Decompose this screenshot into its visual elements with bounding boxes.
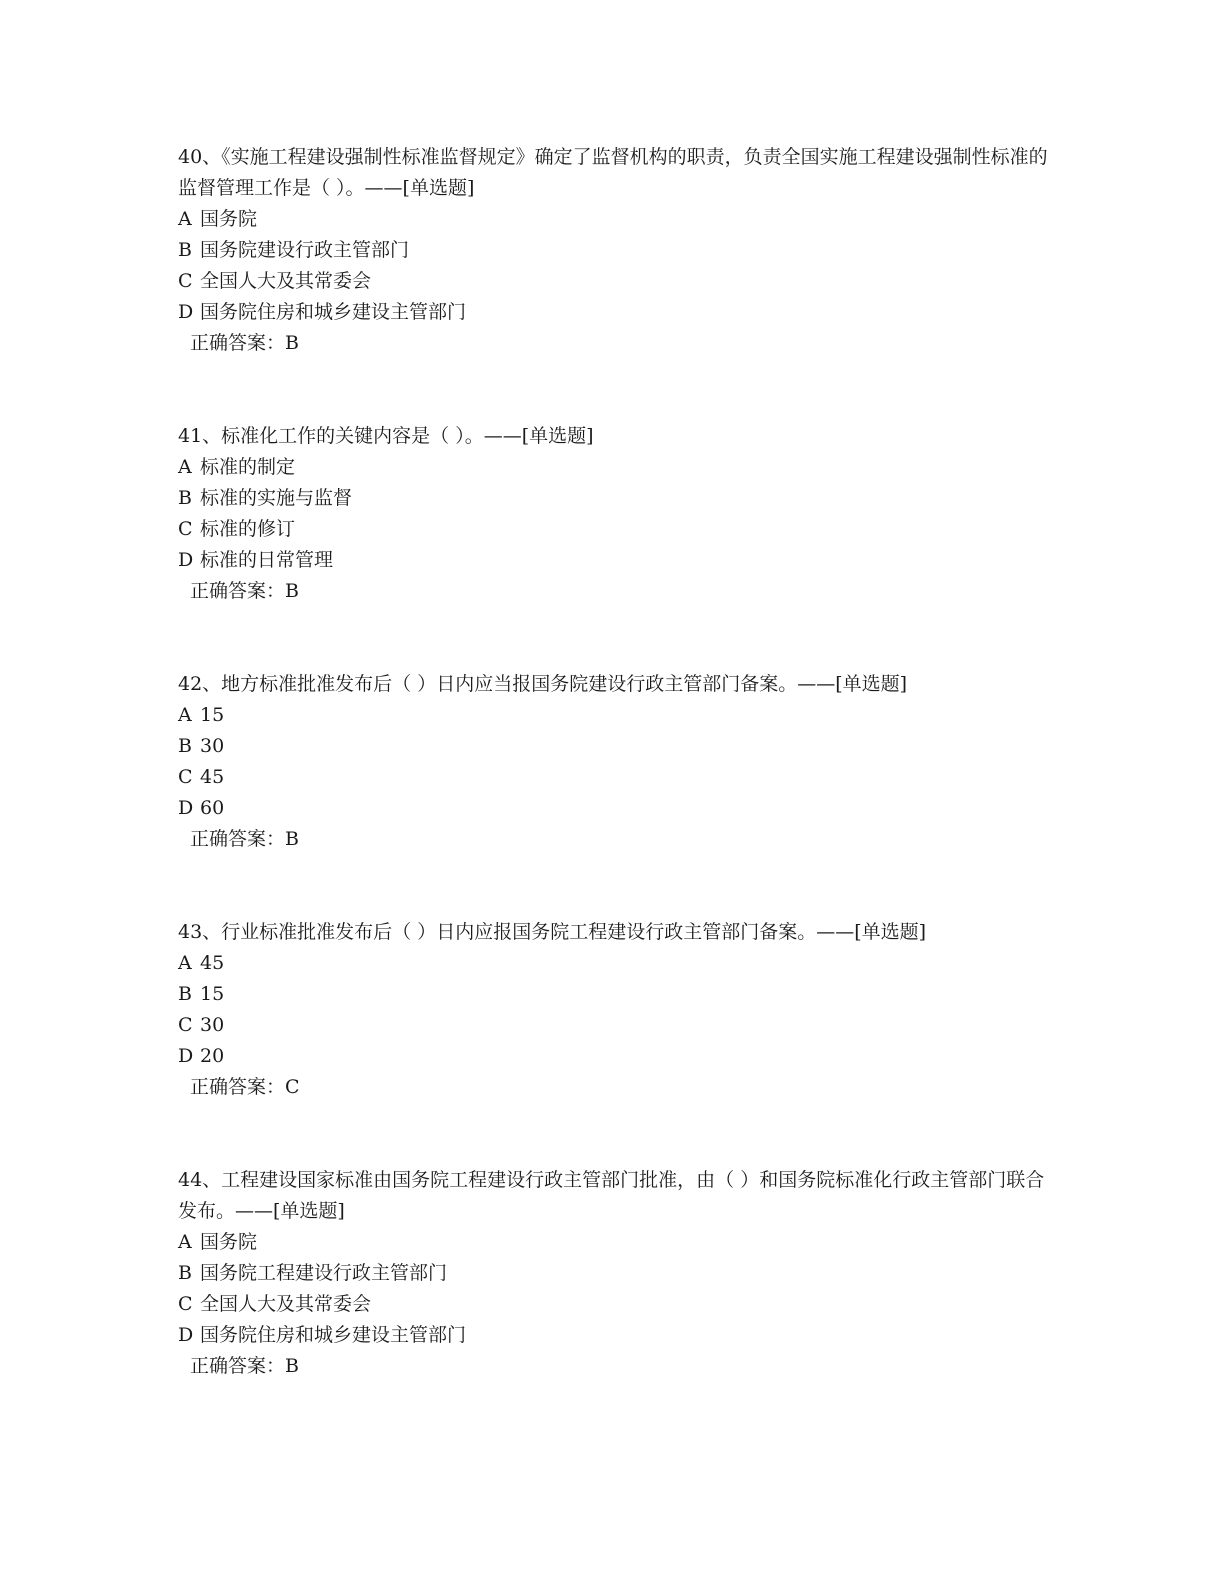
- question-40: [178, 142, 1048, 359]
- option-text: 60: [200, 797, 225, 819]
- option-d: [178, 545, 1048, 576]
- option-text: 国务院: [200, 1231, 258, 1253]
- option-letter: A: [178, 952, 192, 974]
- option-letter: B: [178, 735, 192, 757]
- question-stem: 44、工程建设国家标准由国务院工程建设行政主管部门批准，由（ ）和国务院标准化行政主管部门联合发布。——[单选题]: [178, 1169, 1045, 1222]
- question-stem: 42、地方标准批准发布后（ ）日内应当报国务院建设行政主管部门备案。——[单选题]: [178, 673, 908, 695]
- option-c: [178, 762, 1048, 793]
- option-letter: B: [178, 487, 192, 509]
- question-stem: 40、《实施工程建设强制性标准监督规定》确定了监督机构的职责，负责全国实施工程建设强制性标准的监督管理工作是（ ）。——[单选题]: [178, 146, 1048, 199]
- option-letter: C: [178, 766, 193, 788]
- option-text: 45: [200, 952, 225, 974]
- option-letter: D: [178, 1324, 194, 1346]
- option-a: [178, 1227, 1048, 1258]
- option-text: 45: [200, 766, 225, 788]
- option-letter: A: [178, 456, 192, 478]
- option-b: [178, 235, 1048, 266]
- option-c: [178, 266, 1048, 297]
- option-b: [178, 483, 1048, 514]
- option-c: [178, 1289, 1048, 1320]
- option-letter: B: [178, 239, 192, 261]
- option-d: [178, 793, 1048, 824]
- option-letter: A: [178, 208, 192, 230]
- option-text: 国务院: [200, 208, 258, 230]
- option-b: [178, 731, 1048, 762]
- option-text: 国务院住房和城乡建设主管部门: [200, 1324, 467, 1346]
- option-text: 15: [200, 983, 225, 1005]
- question-stem: 43、行业标准批准发布后（ ）日内应报国务院工程建设行政主管部门备案。——[单选题]: [178, 921, 927, 943]
- option-d: [178, 1041, 1048, 1072]
- option-letter: C: [178, 1014, 193, 1036]
- question-41: [178, 421, 1048, 607]
- option-letter: D: [178, 797, 194, 819]
- option-text: 标准的制定: [200, 456, 296, 478]
- option-text: 全国人大及其常委会: [200, 1293, 372, 1315]
- question-44: [178, 1165, 1048, 1382]
- option-letter: C: [178, 270, 193, 292]
- option-letter: B: [178, 1262, 192, 1284]
- option-text: 30: [200, 1014, 225, 1036]
- option-text: 国务院建设行政主管部门: [200, 239, 410, 261]
- correct-answer: 正确答案：B: [190, 580, 299, 602]
- option-a: [178, 948, 1048, 979]
- option-text: 标准的修订: [200, 518, 296, 540]
- correct-answer: 正确答案：B: [190, 828, 299, 850]
- option-letter: D: [178, 1045, 194, 1067]
- correct-answer: 正确答案：B: [190, 332, 299, 354]
- option-letter: C: [178, 1293, 193, 1315]
- option-d: [178, 1320, 1048, 1351]
- option-letter: A: [178, 1231, 192, 1253]
- option-b: [178, 979, 1048, 1010]
- option-letter: D: [178, 549, 194, 571]
- option-text: 标准的日常管理: [200, 549, 334, 571]
- option-text: 标准的实施与监督: [200, 487, 353, 509]
- option-letter: A: [178, 704, 192, 726]
- option-a: [178, 700, 1048, 731]
- option-letter: D: [178, 301, 194, 323]
- option-c: [178, 1010, 1048, 1041]
- option-letter: B: [178, 983, 192, 1005]
- option-a: [178, 452, 1048, 483]
- option-a: [178, 204, 1048, 235]
- option-text: 15: [200, 704, 225, 726]
- correct-answer: 正确答案：B: [190, 1355, 299, 1377]
- option-text: 30: [200, 735, 225, 757]
- document-page: [178, 142, 1048, 1382]
- question-stem: 41、标准化工作的关键内容是（ ）。——[单选题]: [178, 425, 594, 447]
- option-d: [178, 297, 1048, 328]
- option-c: [178, 514, 1048, 545]
- option-text: 20: [200, 1045, 225, 1067]
- option-text: 全国人大及其常委会: [200, 270, 372, 292]
- option-text: 国务院工程建设行政主管部门: [200, 1262, 448, 1284]
- option-b: [178, 1258, 1048, 1289]
- option-text: 国务院住房和城乡建设主管部门: [200, 301, 467, 323]
- option-letter: C: [178, 518, 193, 540]
- question-43: [178, 917, 1048, 1103]
- question-42: [178, 669, 1048, 855]
- correct-answer: 正确答案：C: [190, 1076, 300, 1098]
